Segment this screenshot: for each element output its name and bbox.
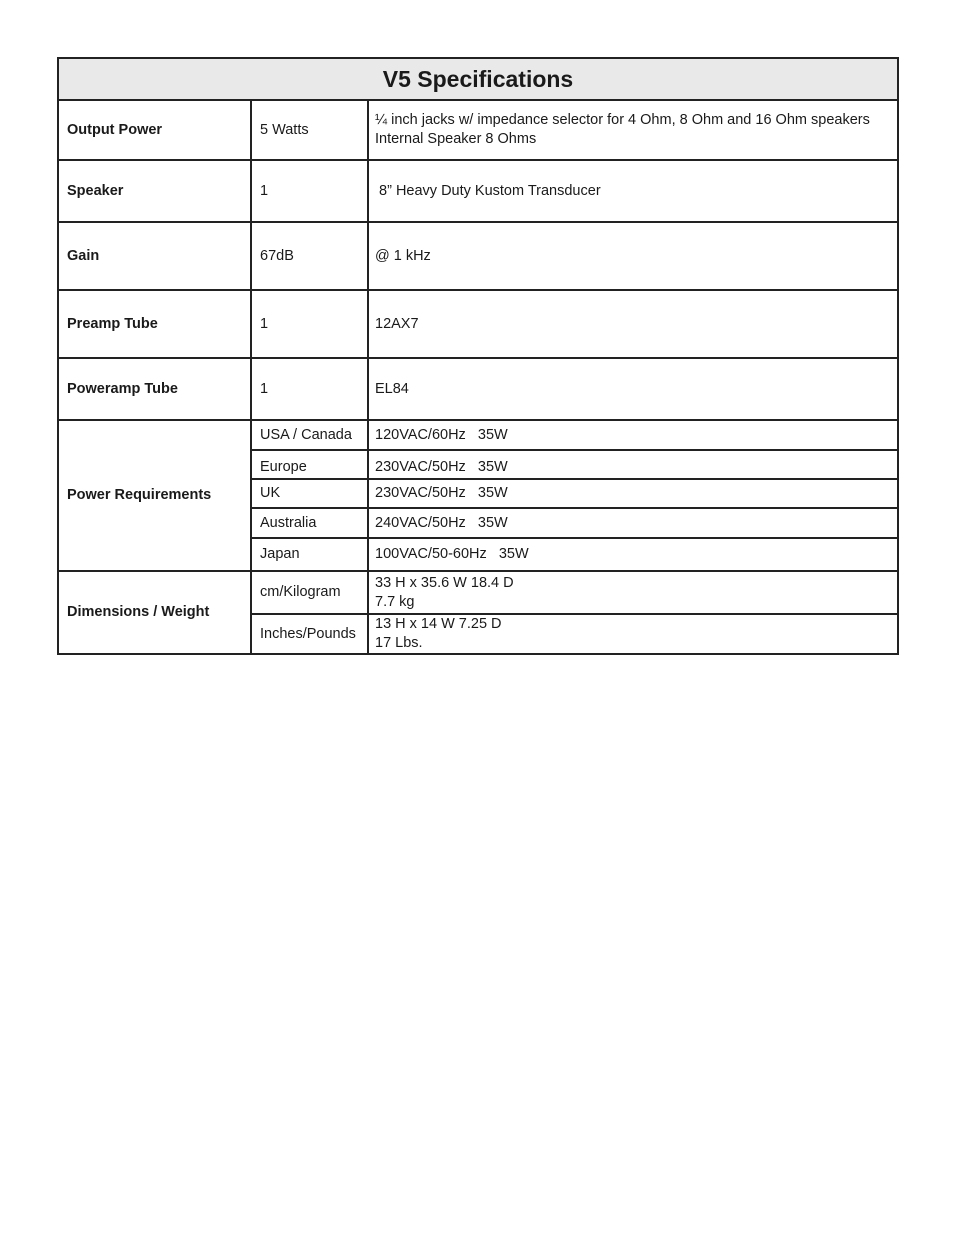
row-sub-value: 67dB bbox=[251, 222, 368, 290]
power-value: 100VAC/50-60Hz 35W bbox=[368, 538, 898, 571]
row-value: 8” Heavy Duty Kustom Transducer bbox=[368, 160, 898, 222]
row-label: Speaker bbox=[58, 160, 251, 222]
row-sub-value: 1 bbox=[251, 160, 368, 222]
value-line: Internal Speaker 8 Ohms bbox=[375, 131, 537, 147]
specifications-table bbox=[57, 57, 899, 655]
dimensions-line: 13 H x 14 W 7.25 D bbox=[375, 616, 502, 632]
weight-line: 17 Lbs. bbox=[375, 635, 423, 651]
power-value: 120VAC/60Hz 35W bbox=[368, 420, 898, 450]
spec-row-speaker bbox=[58, 160, 898, 222]
row-label: Output Power bbox=[58, 100, 251, 160]
dimensions-unit: cm/Kilogram bbox=[251, 571, 368, 614]
title-row bbox=[58, 58, 898, 100]
row-label: Gain bbox=[58, 222, 251, 290]
row-label: Preamp Tube bbox=[58, 290, 251, 358]
power-region: Australia bbox=[251, 508, 368, 538]
row-value bbox=[368, 100, 898, 160]
row-sub-value: 5 Watts bbox=[251, 100, 368, 160]
dimensions-line: 33 H x 35.6 W 18.4 D bbox=[375, 574, 514, 591]
dimensions-row-metric bbox=[58, 571, 898, 614]
value-line: ¼ inch jacks w/ impedance selector for 4 Ohm, 8 Ohm and 16 Ohm speakers bbox=[375, 112, 870, 128]
power-region: USA / Canada bbox=[251, 420, 368, 450]
row-value: @ 1 kHz bbox=[368, 222, 898, 290]
spec-row-preamp-tube bbox=[58, 290, 898, 358]
power-value: 240VAC/50Hz 35W bbox=[368, 508, 898, 538]
power-region: Europe bbox=[251, 450, 368, 479]
spec-row-gain bbox=[58, 222, 898, 290]
power-value: 230VAC/50Hz 35W bbox=[368, 479, 898, 508]
weight-line: 7.7 kg bbox=[375, 593, 415, 610]
spec-row-output-power bbox=[58, 100, 898, 160]
table-title: V5 Specifications bbox=[58, 58, 898, 100]
dimensions-unit: Inches/Pounds bbox=[251, 614, 368, 654]
power-region: Japan bbox=[251, 538, 368, 571]
dimensions-weight-label: Dimensions / Weight bbox=[58, 571, 251, 654]
row-sub-value: 1 bbox=[251, 358, 368, 420]
dimensions-value bbox=[368, 571, 898, 614]
power-value: 230VAC/50Hz 35W bbox=[368, 450, 898, 479]
row-value: EL84 bbox=[368, 358, 898, 420]
row-value: 12AX7 bbox=[368, 290, 898, 358]
dimensions-value bbox=[368, 614, 898, 654]
row-label: Poweramp Tube bbox=[58, 358, 251, 420]
power-requirements-label: Power Requirements bbox=[58, 420, 251, 571]
spec-row-poweramp-tube bbox=[58, 358, 898, 420]
power-row-usa-canada bbox=[58, 420, 898, 450]
power-region: UK bbox=[251, 479, 368, 508]
row-sub-value: 1 bbox=[251, 290, 368, 358]
